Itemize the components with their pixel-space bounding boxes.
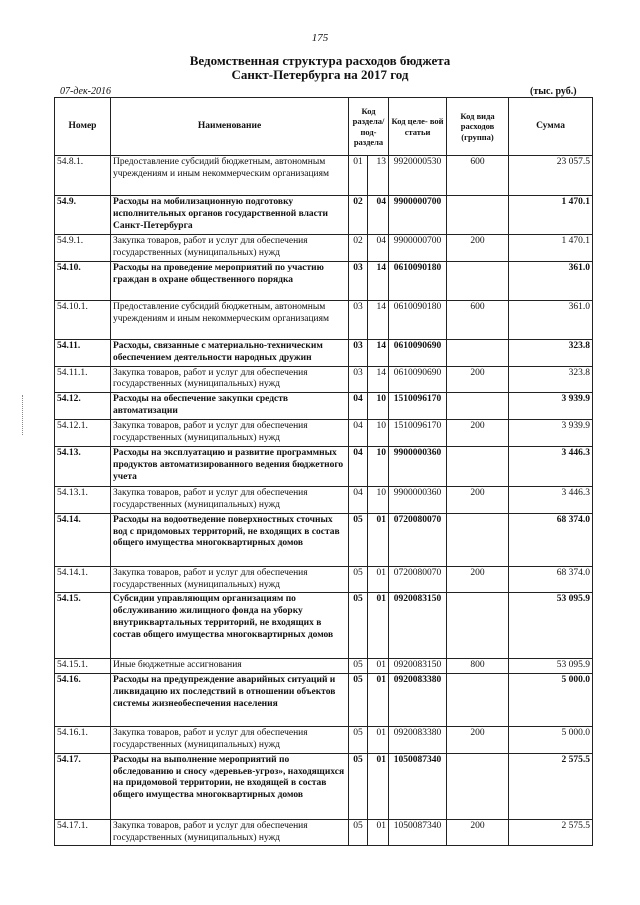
row-number: 54.13.1.: [55, 487, 111, 514]
row-number: 54.17.: [55, 753, 111, 819]
row-number: 54.13.: [55, 447, 111, 487]
row-section: 04: [349, 393, 368, 420]
row-number: 54.9.1.: [55, 235, 111, 262]
row-number: 54.16.1.: [55, 727, 111, 754]
row-subsection: 04: [368, 196, 389, 235]
row-target: 0920083150: [389, 659, 447, 674]
row-kind: 200: [447, 566, 509, 593]
row-section: 05: [349, 727, 368, 754]
page-number: 175: [311, 32, 329, 44]
row-section: 05: [349, 674, 368, 727]
row-target: 9900000700: [389, 235, 447, 262]
row-sum: 3 446.3: [509, 447, 593, 487]
row-subsection: 01: [368, 513, 389, 566]
row-kind: 200: [447, 235, 509, 262]
row-sum: 323.8: [509, 366, 593, 393]
row-kind: [447, 753, 509, 819]
row-sum: 2 575.5: [509, 753, 593, 819]
row-kind: [447, 340, 509, 367]
row-number: 54.15.1.: [55, 659, 111, 674]
table-row: [55, 513, 593, 566]
row-number: 54.15.: [55, 593, 111, 659]
table-row: [55, 674, 593, 727]
row-sum: 361.0: [509, 262, 593, 301]
row-sum: 23 057.5: [509, 156, 593, 196]
row-target: 0720080070: [389, 566, 447, 593]
row-kind: [447, 393, 509, 420]
row-subsection: 14: [368, 366, 389, 393]
header-section: Код раздела/ под- раздела: [349, 98, 389, 156]
row-name: Расходы на мобилизационную подготовку исполнительных органов государственной власти Санкт-Петербурга: [111, 196, 349, 235]
row-subsection: 01: [368, 727, 389, 754]
table-row: [55, 447, 593, 487]
table-row: [55, 235, 593, 262]
row-subsection: 14: [368, 301, 389, 340]
row-section: 04: [349, 420, 368, 447]
margin-mark: [22, 395, 27, 435]
row-number: 54.10.: [55, 262, 111, 301]
row-name: Расходы на обеспечение закупки средств автоматизации: [111, 393, 349, 420]
row-kind: [447, 447, 509, 487]
table-body: [55, 156, 593, 846]
row-number: 54.12.1.: [55, 420, 111, 447]
table-row: [55, 727, 593, 754]
table-row: [55, 487, 593, 514]
row-name: Иные бюджетные ассигнования: [111, 659, 349, 674]
currency-units: (тыс. руб.): [530, 86, 577, 97]
table-row: [55, 262, 593, 301]
row-kind: 200: [447, 420, 509, 447]
row-section: 04: [349, 487, 368, 514]
table-row: [55, 301, 593, 340]
row-target: 1050087340: [389, 753, 447, 819]
row-target: 1510096170: [389, 393, 447, 420]
row-name: Закупка товаров, работ и услуг для обеспечения государственных (муниципальных) нужд: [111, 235, 349, 262]
row-section: 03: [349, 262, 368, 301]
row-name: Закупка товаров, работ и услуг для обеспечения государственных (муниципальных) нужд: [111, 566, 349, 593]
row-number: 54.17.1.: [55, 819, 111, 846]
row-name: Закупка товаров, работ и услуг для обеспечения государственных (муниципальных) нужд: [111, 487, 349, 514]
row-kind: [447, 196, 509, 235]
row-target: 0720080070: [389, 513, 447, 566]
row-number: 54.14.: [55, 513, 111, 566]
header-kind: Код вида расходов (группа): [447, 98, 509, 156]
row-kind: 200: [447, 487, 509, 514]
row-name: Закупка товаров, работ и услуг для обеспечения государственных (муниципальных) нужд: [111, 420, 349, 447]
row-number: 54.11.1.: [55, 366, 111, 393]
row-sum: 361.0: [509, 301, 593, 340]
row-subsection: 10: [368, 393, 389, 420]
row-target: 0920083380: [389, 727, 447, 754]
row-subsection: 10: [368, 447, 389, 487]
row-kind: 200: [447, 366, 509, 393]
table-row: [55, 420, 593, 447]
row-number: 54.12.: [55, 393, 111, 420]
row-subsection: 10: [368, 420, 389, 447]
row-subsection: 01: [368, 819, 389, 846]
row-name: Закупка товаров, работ и услуг для обеспечения государственных (муниципальных) нужд: [111, 366, 349, 393]
row-kind: 600: [447, 156, 509, 196]
row-section: 02: [349, 196, 368, 235]
row-sum: 1 470.1: [509, 196, 593, 235]
row-sum: 323.8: [509, 340, 593, 367]
row-sum: 3 446.3: [509, 487, 593, 514]
table-row: [55, 196, 593, 235]
row-subsection: 01: [368, 593, 389, 659]
row-kind: [447, 593, 509, 659]
row-kind: [447, 674, 509, 727]
row-subsection: 01: [368, 659, 389, 674]
row-sum: 3 939.9: [509, 393, 593, 420]
row-section: 05: [349, 513, 368, 566]
row-section: 03: [349, 366, 368, 393]
row-kind: [447, 262, 509, 301]
row-target: 0610090690: [389, 340, 447, 367]
row-section: 02: [349, 235, 368, 262]
row-section: 05: [349, 753, 368, 819]
row-sum: 5 000.0: [509, 727, 593, 754]
row-target: 9920000530: [389, 156, 447, 196]
row-number: 54.8.1.: [55, 156, 111, 196]
row-sum: 1 470.1: [509, 235, 593, 262]
table-row: [55, 393, 593, 420]
row-name: Расходы на выполнение мероприятий по обследованию и сносу «деревьев-угроз», находящихся на придомовой территории, не входящей в состав общего имущества многоквартирных домов: [111, 753, 349, 819]
row-subsection: 14: [368, 340, 389, 367]
row-sum: 68 374.0: [509, 566, 593, 593]
row-section: 03: [349, 301, 368, 340]
row-number: 54.16.: [55, 674, 111, 727]
row-sum: 5 000.0: [509, 674, 593, 727]
row-name: Предоставление субсидий бюджетным, автономным учреждениям и иным некоммерческим организациям: [111, 301, 349, 340]
table-row: [55, 659, 593, 674]
title-line-2: Санкт-Петербурга на 2017 год: [231, 67, 409, 82]
header-name: Наименование: [111, 98, 349, 156]
table-row: [55, 593, 593, 659]
table-row: [55, 753, 593, 819]
table-row: [55, 366, 593, 393]
row-sum: 53 095.9: [509, 659, 593, 674]
header-number: Номер: [55, 98, 111, 156]
row-name: Расходы на предупреждение аварийных ситуаций и ликвидацию их последствий в отношении объектов системы жизнеобеспечения населения: [111, 674, 349, 727]
row-target: 0610090690: [389, 366, 447, 393]
table-row: [55, 819, 593, 846]
row-target: 0920083380: [389, 674, 447, 727]
row-name: Закупка товаров, работ и услуг для обеспечения государственных (муниципальных) нужд: [111, 727, 349, 754]
row-number: 54.14.1.: [55, 566, 111, 593]
row-target: 9900000360: [389, 447, 447, 487]
row-sum: 3 939.9: [509, 420, 593, 447]
table-header-row: [55, 98, 593, 156]
header-sum: Сумма: [509, 98, 593, 156]
row-name: Расходы на проведение мероприятий по участию граждан в охране общественного порядка: [111, 262, 349, 301]
row-name: Расходы на эксплуатацию и развитие программных продуктов автоматизированного ведения бюджетного учета: [111, 447, 349, 487]
row-subsection: 13: [368, 156, 389, 196]
row-section: 05: [349, 593, 368, 659]
row-name: Субсидии управляющим организациям по обслуживанию жилищного фонда на уборку внутриквартальных территорий, не входящих в состав общего имущества многоквартирных домов: [111, 593, 349, 659]
budget-table: [54, 97, 593, 846]
row-target: 9900000360: [389, 487, 447, 514]
row-sum: 53 095.9: [509, 593, 593, 659]
row-kind: [447, 513, 509, 566]
row-section: 05: [349, 659, 368, 674]
row-kind: 800: [447, 659, 509, 674]
table-row: [55, 566, 593, 593]
row-name: Расходы на водоотведение поверхностных сточных вод с придомовых территорий, не входящих в состав общего имущества многоквартирных домов: [111, 513, 349, 566]
title-line-1: Ведомственная структура расходов бюджета: [189, 53, 451, 68]
document-title: [0, 54, 640, 82]
row-section: 04: [349, 447, 368, 487]
row-subsection: 01: [368, 566, 389, 593]
row-kind: 200: [447, 819, 509, 846]
row-target: 9900000700: [389, 196, 447, 235]
row-name: Закупка товаров, работ и услуг для обеспечения государственных (муниципальных) нужд: [111, 819, 349, 846]
row-target: 0610090180: [389, 262, 447, 301]
row-number: 54.11.: [55, 340, 111, 367]
row-target: 1050087340: [389, 819, 447, 846]
row-subsection: 14: [368, 262, 389, 301]
row-number: 54.10.1.: [55, 301, 111, 340]
row-section: 05: [349, 819, 368, 846]
document-date: 07-дек-2016: [60, 86, 111, 97]
row-subsection: 10: [368, 487, 389, 514]
row-target: 0920083150: [389, 593, 447, 659]
row-section: 05: [349, 566, 368, 593]
table-row: [55, 156, 593, 196]
row-target: 0610090180: [389, 301, 447, 340]
row-section: 01: [349, 156, 368, 196]
row-kind: 200: [447, 727, 509, 754]
row-name: Расходы, связанные с материально-техническим обеспечением деятельности народных дружин: [111, 340, 349, 367]
row-kind: 600: [447, 301, 509, 340]
row-target: 1510096170: [389, 420, 447, 447]
header-target: Код целе- вой статьи: [389, 98, 447, 156]
table-row: [55, 340, 593, 367]
row-sum: 2 575.5: [509, 819, 593, 846]
row-subsection: 04: [368, 235, 389, 262]
row-number: 54.9.: [55, 196, 111, 235]
row-subsection: 01: [368, 674, 389, 727]
row-sum: 68 374.0: [509, 513, 593, 566]
row-name: Предоставление субсидий бюджетным, автономным учреждениям и иным некоммерческим организациям: [111, 156, 349, 196]
row-subsection: 01: [368, 753, 389, 819]
row-section: 03: [349, 340, 368, 367]
